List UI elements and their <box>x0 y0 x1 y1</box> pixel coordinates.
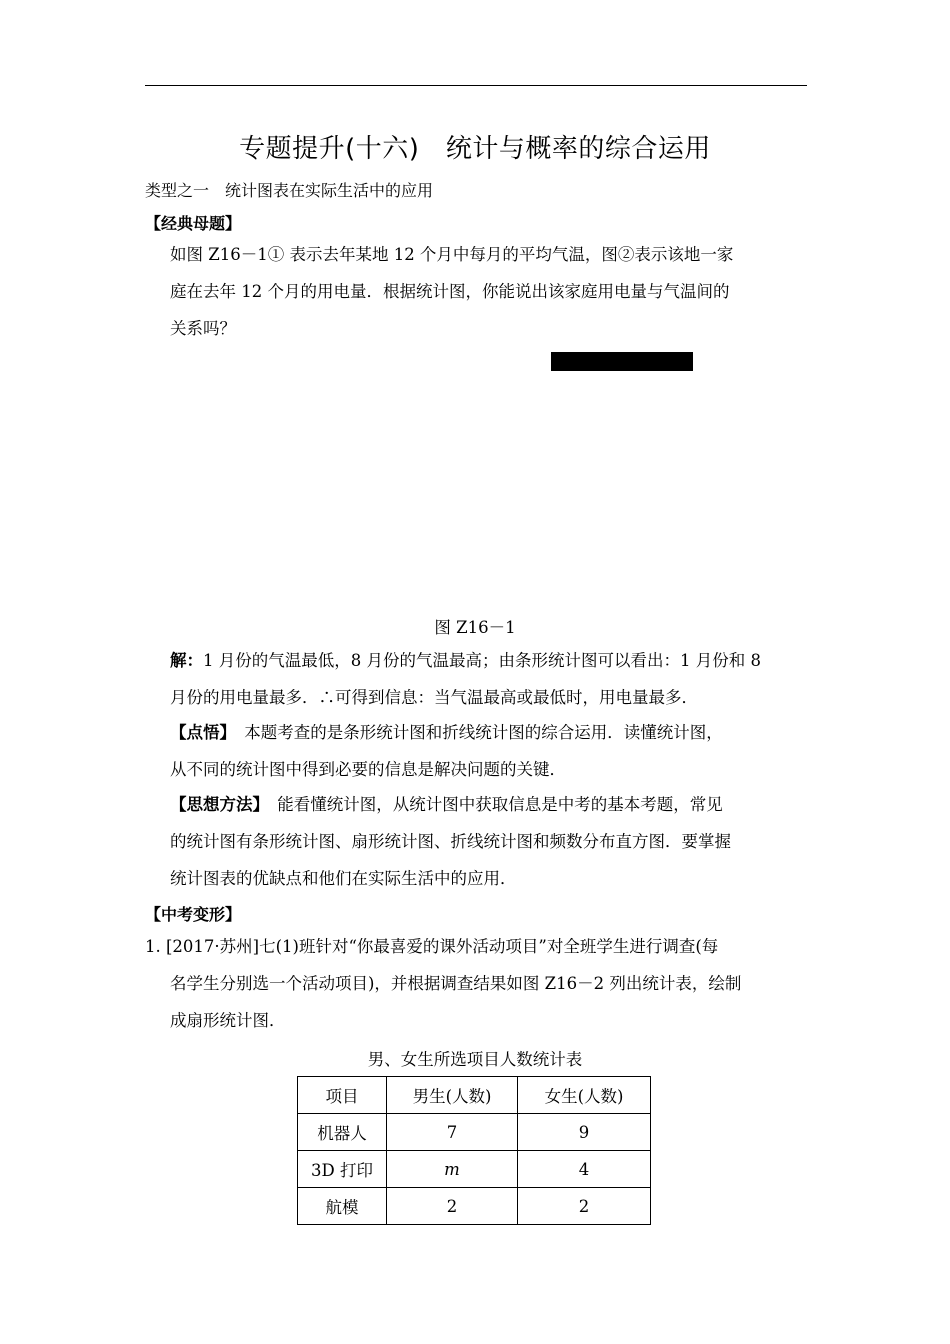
insight-block <box>170 714 723 788</box>
question-1 <box>145 928 741 1039</box>
insight-line: 本题考查的是条形统计图和折线统计图的综合运用．读懂统计图， <box>244 723 723 742</box>
table-cell: 2 <box>387 1188 518 1225</box>
method-line: 的统计图有条形统计图、扇形统计图、折线统计图和频数分布直方图．要掌握 <box>170 832 731 851</box>
method-block <box>170 786 731 897</box>
table-row <box>298 1114 651 1151</box>
problem-line: 如图 Z16－1① 表示去年某地 12 个月中每月的平均气温，图②表示该地一家 <box>170 245 734 264</box>
top-rule <box>145 85 807 86</box>
solution-line: 1 月份的气温最低，8 月份的气温最高；由条形统计图可以看出：1 月份和 8 <box>203 651 761 670</box>
solution-block <box>170 642 761 716</box>
problem-line: 关系吗？ <box>170 319 236 338</box>
method-line: 能看懂统计图，从统计图中获取信息是中考的基本考题，常见 <box>277 795 723 814</box>
method-label: 【思想方法】 <box>170 795 261 814</box>
figure-caption: 图 Z16－1 <box>434 618 516 637</box>
table-cell: 4 <box>518 1151 651 1188</box>
table-row <box>298 1188 651 1225</box>
table-cell: 7 <box>387 1114 518 1151</box>
table-caption: 男、女生所选项目人数统计表 <box>367 1050 583 1069</box>
table-row <box>298 1151 651 1188</box>
table-cell: 9 <box>518 1114 651 1151</box>
table-cell: 2 <box>518 1188 651 1225</box>
table-header: 项目 <box>298 1077 387 1114</box>
type-heading: 类型之一 统计图表在实际生活中的应用 <box>145 181 434 200</box>
exam-heading: 【中考变形】 <box>145 905 242 924</box>
table-cell: 机器人 <box>298 1114 387 1151</box>
table-cell: 航模 <box>298 1188 387 1225</box>
classic-heading: 【经典母题】 <box>145 214 242 233</box>
table-cell: m <box>387 1151 518 1188</box>
question-line: 成扇形统计图． <box>170 1011 286 1030</box>
solution-label: 解： <box>170 651 203 670</box>
problem-line: 庭在去年 12 个月的用电量．根据统计图，你能说出该家庭用电量与气温间的 <box>170 282 730 301</box>
table-cell: 3D 打印 <box>298 1151 387 1188</box>
question-line: 名学生分别选一个活动项目)，并根据调查结果如图 Z16－2 列出统计表，绘制 <box>170 974 742 993</box>
solution-line: 月份的用电量最多．∴可得到信息：当气温最高或最低时，用电量最多． <box>170 688 698 707</box>
redaction-bar <box>551 352 693 371</box>
problem-text <box>170 236 733 347</box>
table-header-row <box>298 1077 651 1114</box>
stats-table <box>297 1076 651 1225</box>
method-line: 统计图表的优缺点和他们在实际生活中的应用． <box>170 869 517 888</box>
table-header: 女生(人数) <box>518 1077 651 1114</box>
table-header: 男生(人数) <box>387 1077 518 1114</box>
insight-line: 从不同的统计图中得到必要的信息是解决问题的关键． <box>170 760 566 779</box>
question-line: 1. [2017·苏州]七(1)班针对“你最喜爱的课外活动项目”对全班学生进行调查(每 <box>145 937 719 956</box>
page-title: 专题提升(十六) 统计与概率的综合运用 <box>239 134 711 164</box>
insight-label: 【点悟】 <box>170 723 228 742</box>
